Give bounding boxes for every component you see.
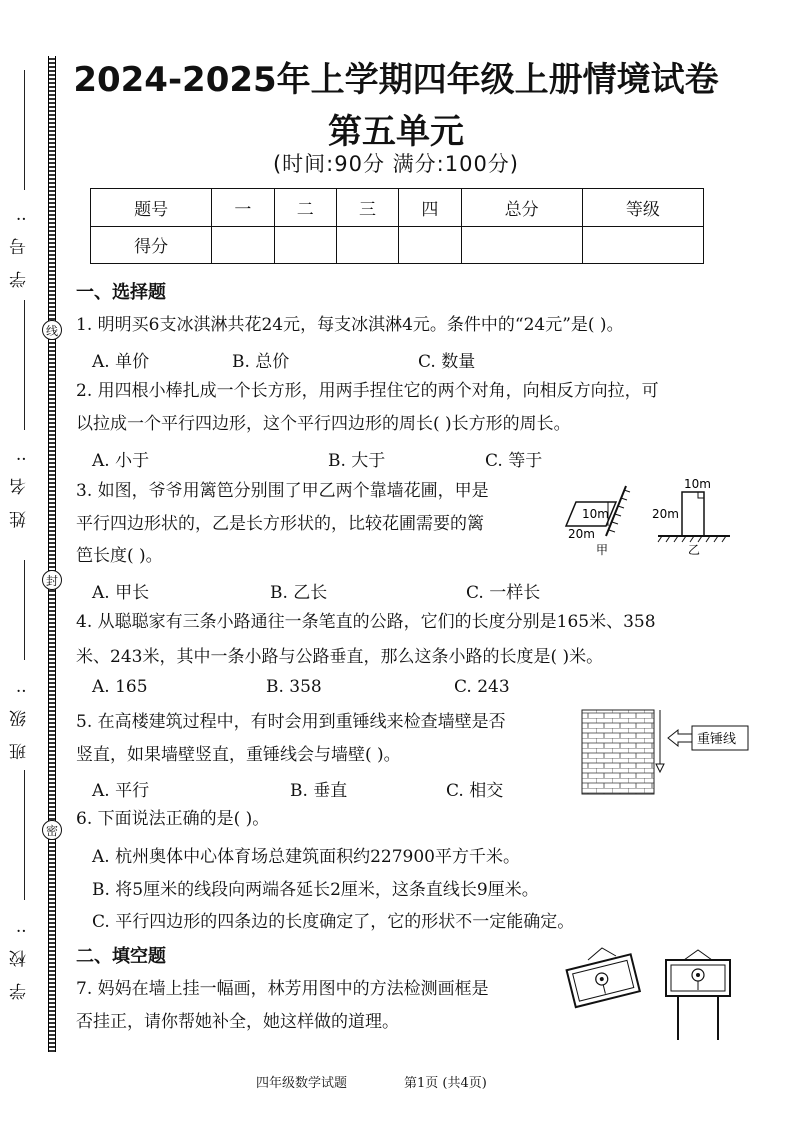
seal-seal-mark: 封 [42,570,62,590]
score-header-cell: 二 [274,189,336,227]
question-5-figure [580,708,760,798]
question-3-text-line1: 3. 如图，爷爷用篱笆分别围了甲乙两个靠墙花圃，甲是 [76,481,489,501]
plumb-line-label: 重锤线 [697,732,737,747]
question-4-option-c[interactable]: C. 243 [454,677,510,697]
question-3-option-b[interactable]: B. 乙长 [270,583,328,603]
question-3-option-a[interactable]: A. 甲长 [92,583,150,603]
question-7-text-line1: 7. 妈妈在墙上挂一幅画，林芳用图中的方法检测画框是 [76,979,489,999]
seal-secret-mark: 密 [42,820,62,840]
question-4-text-line1: 4. 从聪聪家有三条小路通往一条笔直的公路，它们的长度分别是165米、358 [76,612,656,632]
section-heading-fill-in: 二、填空题 [76,946,166,967]
school-line [24,770,25,900]
question-2-option-c[interactable]: C. 等于 [485,451,543,471]
question-7-figure [560,946,760,1046]
question-2-option-a[interactable]: A. 小于 [92,451,150,471]
fig-a-base-label: 20m [568,527,595,541]
question-3-text-line3: 笆长度( )。 [76,546,163,566]
fig-b-side-label: 20m [652,507,679,521]
class-line [24,560,25,660]
question-1-option-a[interactable]: A. 单价 [92,352,150,372]
score-header-cell: 总分 [461,189,582,227]
score-header-cell: 一 [212,189,274,227]
student-id-label: 学号: [10,200,30,288]
score-table [90,188,704,264]
question-2-option-b[interactable]: B. 大于 [328,451,386,471]
question-3-text-line2: 平行四边形状的，乙是长方形状的，比较花圃需要的篱 [76,514,484,534]
fig-b-name: 乙 [688,543,701,556]
score-cell[interactable] [461,226,582,264]
fig-a-name: 甲 [596,543,609,556]
exam-title: 2024-2025年上学期四年级上册情境试卷 [73,60,719,100]
score-cell[interactable] [582,226,703,264]
fig-b-top-label: 10m [684,477,711,491]
footer-subject: 四年级数学试题 [256,1076,348,1091]
question-6-option-b[interactable]: B. 将5厘米的线段向两端各延长2厘米，这条直线长9厘米。 [92,880,539,900]
score-header-cell: 题号 [91,189,212,227]
section-heading-choice: 一、选择题 [76,282,166,303]
question-6-option-a[interactable]: A. 杭州奥体中心体育场总建筑面积约227900平方千米。 [92,847,520,867]
question-5-option-a[interactable]: A. 平行 [92,781,150,801]
score-cell[interactable] [399,226,461,264]
question-3-option-c[interactable]: C. 一样长 [466,583,541,603]
question-6-text: 6. 下面说法正确的是( )。 [76,809,270,829]
question-5-option-c[interactable]: C. 相交 [446,781,504,801]
score-header-cell: 等级 [582,189,703,227]
score-header-cell: 三 [336,189,398,227]
question-3-figure [560,476,740,556]
question-7-text-line2: 否挂正，请你帮她补全，她这样做的道理。 [76,1012,399,1032]
student-id-line [24,70,25,190]
question-4-text-line2: 米、243米，其中一条小路与公路垂直，那么这条小路的长度是( )米。 [76,647,604,667]
score-table-score-row [91,226,704,264]
question-5-option-b[interactable]: B. 垂直 [290,781,348,801]
score-table-header-row [91,189,704,227]
seal-line-mark: 线 [42,320,62,340]
question-1-option-c[interactable]: C. 数量 [418,352,476,372]
garden-diagram [560,476,740,556]
plumb-line-diagram [580,708,760,798]
binding-border [48,56,56,1052]
question-2-text-line1: 2. 用四根小棒扎成一个长方形，用两手捏住它的两个对角，向相反方向拉，可 [76,381,659,401]
question-5-text-line1: 5. 在高楼建筑过程中，有时会用到重锤线来检查墙壁是否 [76,712,506,732]
question-6-option-c[interactable]: C. 平行四边形的四条边的长度确定了，它的形状不一定能确定。 [92,912,575,932]
question-4-option-b[interactable]: B. 358 [266,677,322,697]
score-cell[interactable] [336,226,398,264]
fig-a-side-label: 10m [582,507,609,521]
question-5-text-line2: 竖直，如果墙壁竖直，重锤线会与墙壁( )。 [76,745,401,765]
score-cell[interactable] [212,226,274,264]
exam-subtitle: 第五单元 [328,112,464,152]
class-label: 班级: [10,672,30,760]
name-line [24,300,25,430]
school-label: 学校: [10,912,30,1000]
exam-meta: (时间:90分 满分:100分) [272,152,519,176]
binding-margin [0,0,62,1122]
question-2-text-line2: 以拉成一个平行四边形，这个平行四边形的周长( )长方形的周长。 [76,414,571,434]
picture-frame-diagram [560,946,760,1046]
score-cell[interactable] [274,226,336,264]
question-1-text: 1. 明明买6支冰淇淋共花24元，每支冰淇淋4元。条件中的“24元”是( )。 [76,315,624,335]
score-header-cell: 四 [399,189,461,227]
footer-page-number: 第1页 (共4页) [404,1076,487,1091]
question-4-option-a[interactable]: A. 165 [92,677,148,697]
question-1-option-b[interactable]: B. 总价 [232,352,290,372]
score-row-label: 得分 [91,226,212,264]
name-label: 姓名: [10,440,30,528]
